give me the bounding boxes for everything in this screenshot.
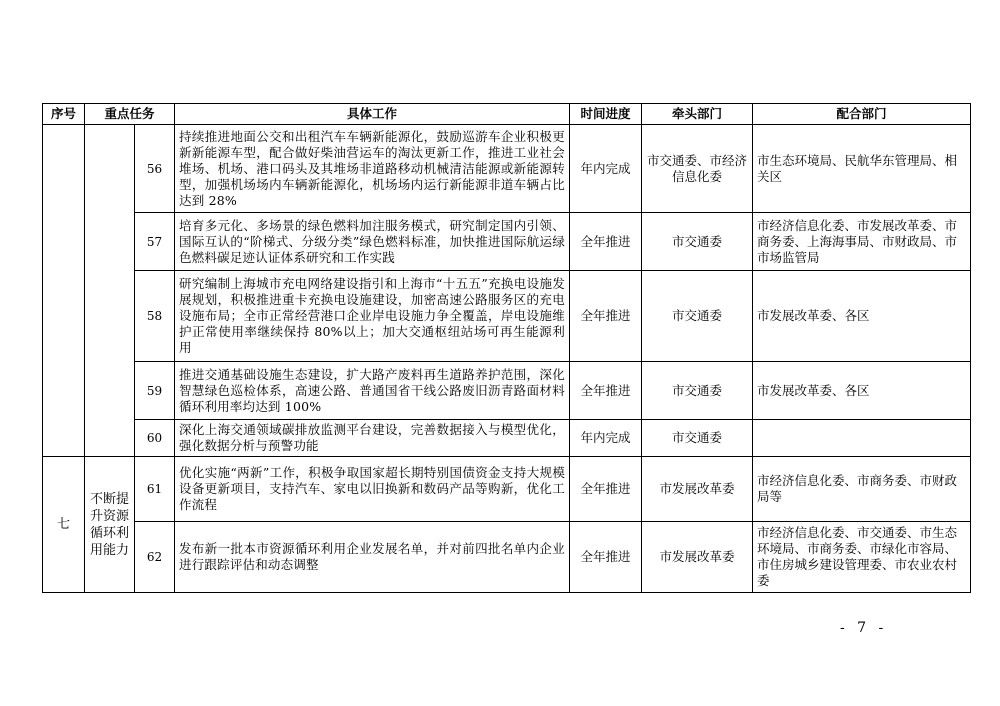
time-cell: 全年推进 bbox=[570, 457, 642, 522]
header-coop: 配合部门 bbox=[753, 104, 971, 125]
table-row bbox=[43, 420, 971, 457]
work-cell: 培育多元化、多场景的绿色燃料加注服务模式，研究制定国内引领、国际互认的“阶梯式、分级分类”绿色燃料标准，加快推进国际航运绿色燃料碳足迹认证体系研究和工作实践 bbox=[175, 213, 570, 271]
coop-cell: 市经济信息化委、市发展改革委、市商务委、上海海事局、市财政局、市市场监管局 bbox=[753, 213, 971, 271]
table-row bbox=[43, 213, 971, 271]
table-row bbox=[43, 125, 971, 213]
work-cell: 研究编制上海城市充电网络建设指引和上海市“十五五”充换电设施发展规划，积极推进重卡充换电设施建设，加密高速公路服务区的充电设施布局；全市正常经营港口企业岸电设施力争全覆盖，岸电设施维护正常使用率继续保持 80%以上；加大交通枢纽站场可再生能源利用 bbox=[175, 271, 570, 362]
table-row bbox=[43, 522, 971, 593]
header-task: 重点任务 bbox=[85, 104, 175, 125]
group-task: 不断提升资源循环利用能力 bbox=[85, 457, 135, 593]
coop-cell bbox=[753, 420, 971, 457]
table-row bbox=[43, 271, 971, 362]
lead-cell: 市交通委 bbox=[642, 362, 753, 420]
time-cell: 全年推进 bbox=[570, 362, 642, 420]
work-cell: 深化上海交通领域碳排放监测平台建设，完善数据接入与模型优化，强化数据分析与预警功能 bbox=[175, 420, 570, 457]
time-cell: 全年推进 bbox=[570, 271, 642, 362]
lead-cell: 市交通委 bbox=[642, 271, 753, 362]
lead-cell: 市交通委 bbox=[642, 420, 753, 457]
work-cell: 发布新一批本市资源循环利用企业发展名单，并对前四批名单内企业进行跟踪评估和动态调整 bbox=[175, 522, 570, 593]
work-cell: 推进交通基础设施生态建设，扩大路产废料再生道路养护范围，深化智慧绿色巡检体系，高速公路、普通国省干线公路废旧沥青路面材料循环利用率均达到 100% bbox=[175, 362, 570, 420]
row-number: 60 bbox=[135, 420, 175, 457]
row-number: 61 bbox=[135, 457, 175, 522]
lead-cell: 市交通委、市经济信息化委 bbox=[642, 125, 753, 213]
work-plan-table bbox=[42, 103, 971, 593]
row-number: 58 bbox=[135, 271, 175, 362]
work-cell: 优化实施“两新”工作，积极争取国家超长期特别国债资金支持大规模设备更新项目，支持汽车、家电以旧换新和数码产品等购新，优化工作流程 bbox=[175, 457, 570, 522]
lead-cell: 市发展改革委 bbox=[642, 522, 753, 593]
coop-cell: 市经济信息化委、市商务委、市财政局等 bbox=[753, 457, 971, 522]
row-number: 56 bbox=[135, 125, 175, 213]
coop-cell: 市生态环境局、民航华东管理局、相关区 bbox=[753, 125, 971, 213]
time-cell: 年内完成 bbox=[570, 420, 642, 457]
time-cell: 年内完成 bbox=[570, 125, 642, 213]
table-row bbox=[43, 457, 971, 522]
header-time: 时间进度 bbox=[570, 104, 642, 125]
page-number: - 7 - bbox=[840, 620, 888, 636]
table-row bbox=[43, 362, 971, 420]
header-work: 具体工作 bbox=[175, 104, 570, 125]
coop-cell: 市发展改革委、各区 bbox=[753, 271, 971, 362]
time-cell: 全年推进 bbox=[570, 522, 642, 593]
coop-cell: 市经济信息化委、市交通委、市生态环境局、市商务委、市绿化市容局、市住房城乡建设管理委、市农业农村委 bbox=[753, 522, 971, 593]
seq-cell-empty bbox=[43, 125, 85, 457]
header-seq: 序号 bbox=[43, 104, 85, 125]
row-number: 57 bbox=[135, 213, 175, 271]
group-seq: 七 bbox=[43, 457, 85, 593]
header-row bbox=[43, 104, 971, 125]
header-lead: 牵头部门 bbox=[642, 104, 753, 125]
lead-cell: 市交通委 bbox=[642, 213, 753, 271]
lead-cell: 市发展改革委 bbox=[642, 457, 753, 522]
work-cell: 持续推进地面公交和出租汽车车辆新能源化，鼓励巡游车企业积极更新新能源车型，配合做好柴油营运车的淘汰更新工作，推进工业社会堆场、机场、港口码头及其堆场非道路移动机械清洁能源或新能源转型，加强机场场内车辆新能源化，机场场内运行新能源非道车辆占比达到 28% bbox=[175, 125, 570, 213]
row-number: 62 bbox=[135, 522, 175, 593]
coop-cell: 市发展改革委、各区 bbox=[753, 362, 971, 420]
task-cell-empty bbox=[85, 125, 135, 457]
time-cell: 全年推进 bbox=[570, 213, 642, 271]
row-number: 59 bbox=[135, 362, 175, 420]
